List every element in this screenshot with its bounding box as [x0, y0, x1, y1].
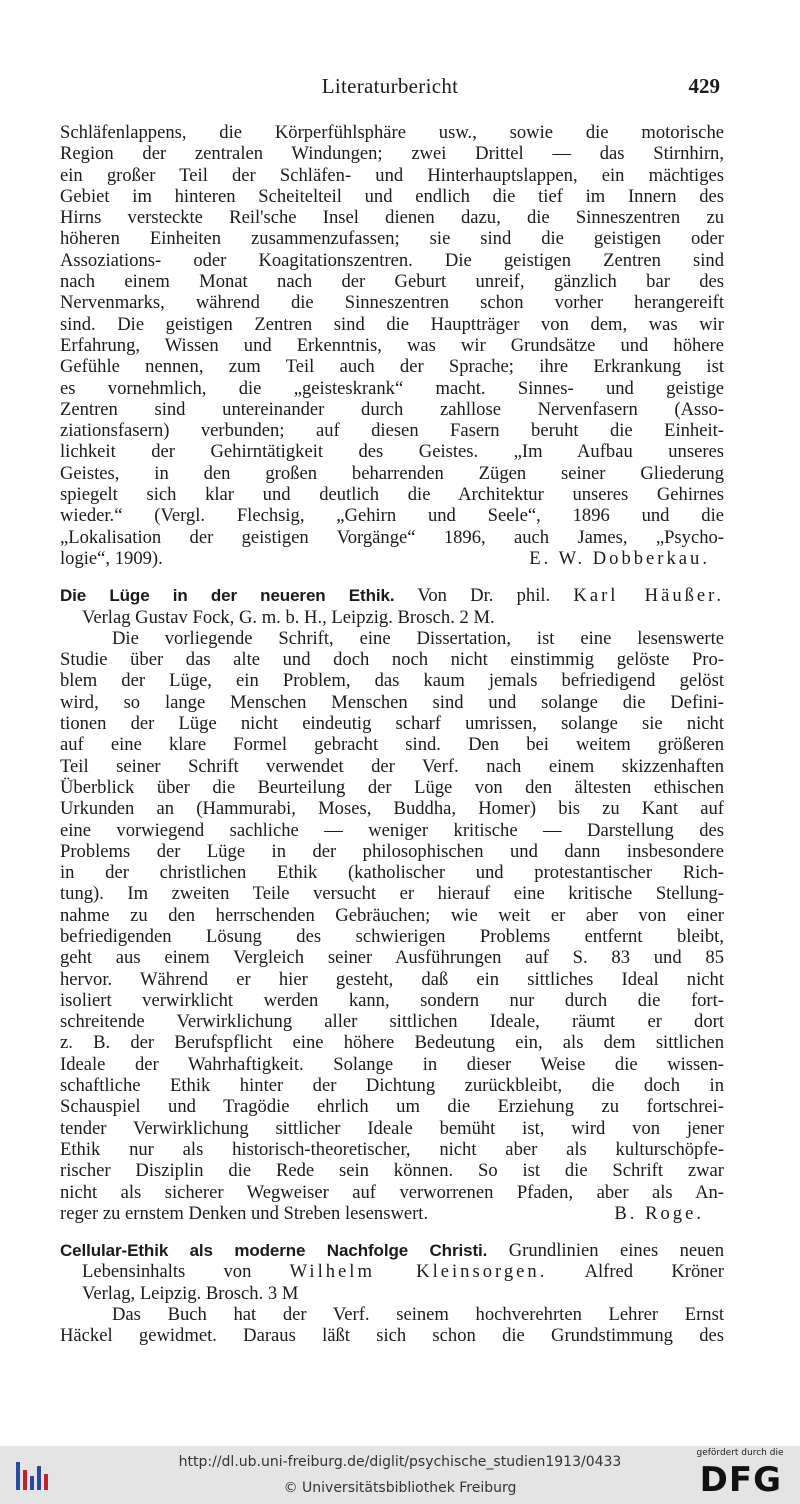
text-line: „Lokalisation der geistigen Vorgänge“ 1896, auch James, „Psycho-	[60, 526, 724, 548]
running-head	[60, 74, 720, 104]
review-title: Die Lüge in der neueren Ethik.	[60, 586, 395, 606]
review-byline	[60, 1261, 724, 1282]
text-line: Region der zentralen Windungen; zwei Drittel — das Stirnhirn,	[60, 143, 724, 165]
text-line: Die vorliegende Schrift, eine Dissertation, ist eine lesenswerte	[112, 627, 724, 649]
text-line: wird, so lange Menschen Menschen sind und solange die Defini-	[60, 691, 724, 713]
section-gap	[60, 1224, 724, 1240]
review-luege	[60, 585, 724, 1224]
text-line: Gebiet im hinteren Scheitelteil und endlich die tief im Innern des	[60, 185, 724, 207]
text-line: befriedigenden Lösung des schwierigen Problems entfernt bleibt,	[60, 925, 724, 947]
text-line: tung). Im zweiten Teile versucht er hierauf eine kritische Stellung-	[60, 883, 724, 905]
copyright-notice: © Universitätsbibliothek Freiburg	[283, 1480, 517, 1496]
text-line: Ideale der Wahrhaftigkeit. Solange in dieser Weise die wissen-	[60, 1053, 724, 1075]
text-line: es vornehmlich, die „geisteskrank“ macht. Sinnes- und geistige	[60, 377, 724, 399]
text-line: isoliert verwirklicht werden kann, sondern nur durch die fort-	[60, 989, 724, 1011]
text-line: Geistes, in den großen beharrenden Zügen seiner Gliederung	[60, 462, 724, 484]
text-line: geht aus einem Vergleich seiner Ausführungen auf S. 83 und 85	[60, 947, 724, 969]
text-line: schreitende Verwirklichung aller sittlichen Ideale, räumt er dort	[60, 1011, 724, 1033]
text-line: Teil seiner Schrift verwendet der Verf. nach einem skizzenhaften	[60, 755, 724, 777]
section-gap	[60, 569, 724, 585]
text-line: Häckel gewidmet. Daraus läßt sich schon die Grundstimmung des	[60, 1325, 724, 1347]
text-line: rischer Disziplin die Rede sein können. So ist die Schrift zwar	[60, 1160, 724, 1182]
viewer-footer	[0, 1446, 800, 1504]
text-line: Schauspiel und Tragödie ehrlich um die Erziehung zu fortschrei-	[60, 1096, 724, 1118]
text-line: Ethik nur als historisch-theoretischer, nicht aber als kulturschöpfe-	[60, 1138, 724, 1160]
text-line: lichkeit der Gehirntätigkeit des Geistes. „Im Aufbau unseres	[60, 441, 724, 463]
text-line: nahme zu den herrschenden Gebräuchen; wie weit er aber von einer	[60, 904, 724, 926]
text-line: auf eine klare Formel gebracht sind. Den bei weitem größeren	[60, 734, 724, 756]
dfg-logo	[690, 1448, 790, 1502]
review-publisher: Verlag Gustav Fock, G. m. b. H., Leipzig. Brosch. 2 M.	[82, 606, 495, 628]
text-line: nach einem Monat nach der Geburt unreif, gänzlich bar des	[60, 271, 724, 293]
dfg-funding-label: gefördert durch die	[696, 1448, 784, 1458]
text-fragment: reger zu ernstem Denken und Streben lesenswert.	[60, 1202, 429, 1224]
text-line: Gefühle nennen, zum Teil auch der Sprache; ihre Erkrankung ist	[60, 356, 724, 378]
text-line: blem der Lüge, ein Problem, das kaum jemals befriedigend gelöst	[60, 670, 724, 692]
text-line: ein großer Teil der Schläfen- und Hinterhauptslappen, ein mächtiges	[60, 164, 724, 186]
review-heading	[60, 1240, 724, 1261]
text-line: ziationsfasern) verbunden; auf diesen Fasern beruht die Einheit-	[60, 420, 724, 442]
text-line: hervor. Während er hier gesteht, daß ein sittliches Ideal nicht	[60, 968, 724, 990]
text-line: Assoziations- oder Koagitationszentren. Die geistigen Zentren sind	[60, 249, 724, 271]
text-line: tionen der Lüge nicht eindeutig scharf umrissen, solange sie nicht	[60, 713, 724, 735]
reviewer-signature: B. Roge.	[614, 1202, 704, 1224]
text-line: Schläfenlappens, die Körperfühlsphäre usw., sowie die motorische	[60, 122, 724, 143]
review-byline: Von Dr. phil.	[394, 585, 574, 607]
signature-line	[60, 1203, 724, 1224]
text-line: höheren Einheiten zusammenzufassen; sie sind die geistigen oder	[60, 228, 724, 250]
section-continuation	[60, 122, 724, 569]
text-line: schaftliche Ethik hinter der Dichtung zurückbleibt, die doch in	[60, 1075, 724, 1097]
text-fragment: Alfred Kröner	[547, 1261, 724, 1283]
review-heading	[60, 585, 724, 606]
body-text	[60, 122, 724, 1347]
text-line: Nervenmarks, während die Sinneszentren schon vorher herangereift	[60, 292, 724, 314]
review-cellular-ethik	[60, 1240, 724, 1346]
text-line: Problems der Lüge in der philosophischen und dann insbesondere	[60, 840, 724, 862]
text-line: Urkunden an (Hammurabi, Moses, Buddha, Homer) bis zu Kant auf	[60, 798, 724, 820]
source-url-link[interactable]: http://dl.ub.uni-freiburg.de/diglit/psychische_studien1913/0433	[178, 1454, 622, 1470]
text-line: Das Buch hat der Verf. seinem hochverehrten Lehrer Ernst	[112, 1304, 724, 1326]
text-line: spiegelt sich klar und deutlich die Architektur unseres Gehirnes	[60, 484, 724, 506]
review-author: Karl Häußer.	[573, 585, 724, 607]
text-line: sind. Die geistigen Zentren sind die Hauptträger von dem, was wir	[60, 313, 724, 335]
running-title: Literaturbericht	[321, 74, 459, 98]
text-line: Hirns versteckte Reil'sche Insel dienen dazu, die Sinneszentren zu	[60, 207, 724, 229]
text-fragment: Lebensinhalts von	[82, 1261, 290, 1283]
text-fragment: logie“, 1909).	[60, 547, 163, 569]
text-line: Studie über das alte und doch noch nicht einstimmig gelöste Pro-	[60, 649, 724, 671]
text-line: wieder.“ (Vergl. Flechsig, „Gehirn und Seele“, 1896 und die	[60, 505, 724, 527]
page-number: 429	[688, 74, 720, 98]
text-line: nicht als sicherer Wegweiser auf verworrenen Pfaden, aber als An-	[60, 1181, 724, 1203]
text-line: z. B. der Berufspflicht eine höhere Bedeutung ein, als dem sittlichen	[60, 1032, 724, 1054]
review-subtitle: Grundlinien eines neuen	[487, 1240, 725, 1262]
text-line: Zentren sind untereinander durch zahllose Nervenfasern (Asso-	[60, 398, 724, 420]
text-line: eine vorwiegend sachliche — weniger kritische — Darstellung des	[60, 819, 724, 841]
signature-line	[60, 548, 724, 569]
text-line: Überblick über die Beurteilung der Lüge von den ältesten ethischen	[60, 776, 724, 798]
text-line: tender Verwirklichung sittlicher Ideale bemüht ist, wird von jener	[60, 1117, 724, 1139]
text-line: Erfahrung, Wissen und Erkenntnis, was wir Grundsätze und höhere	[60, 334, 724, 356]
reviewer-signature: E. W. Dobberkau.	[529, 547, 710, 569]
review-title: Cellular-Ethik als moderne Nachfolge Christi.	[60, 1241, 488, 1261]
review-author: Wilhelm Kleinsorgen.	[289, 1261, 548, 1283]
text-line: in der christlichen Ethik (katholischer und protestantischer Rich-	[60, 862, 724, 884]
dfg-logo-text: DFG	[699, 1460, 782, 1500]
review-publisher: Verlag, Leipzig. Brosch. 3 M	[82, 1282, 299, 1304]
